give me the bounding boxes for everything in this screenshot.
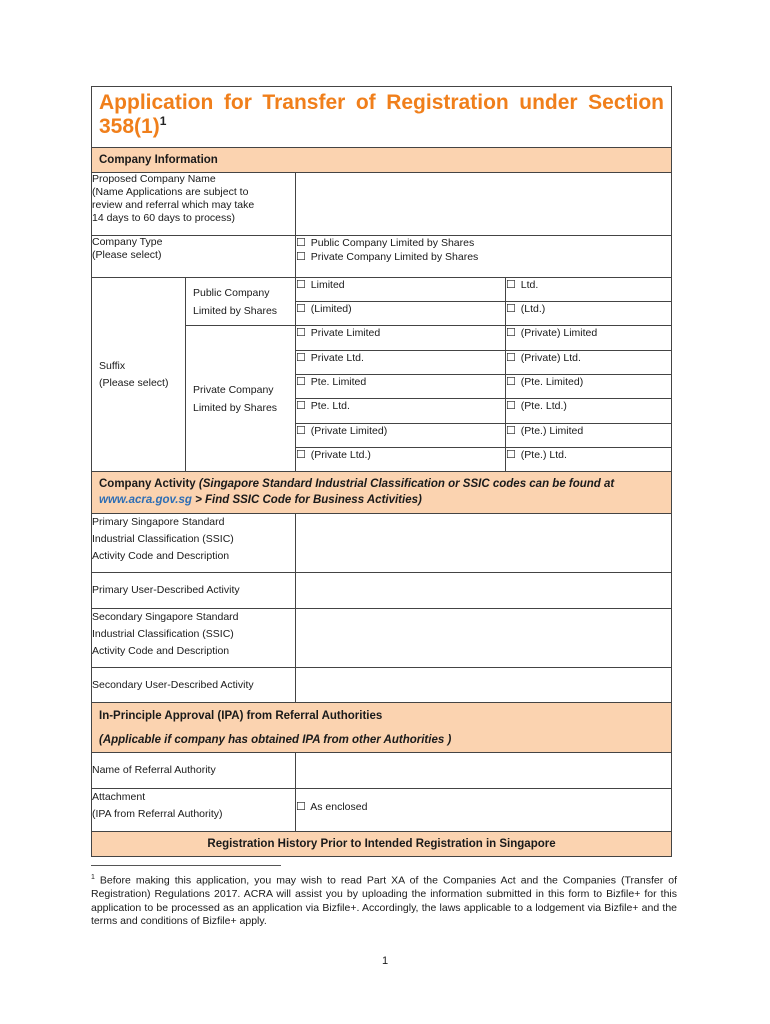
- checkbox-icon: ☐: [296, 237, 306, 249]
- checkbox-icon: ☐: [296, 400, 306, 412]
- checkbox-icon: ☐: [506, 400, 516, 412]
- suffix-option[interactable]: ☐ (Pte.) Limited: [506, 424, 672, 448]
- private-company-label: Private Company Limited by Shares: [186, 326, 296, 472]
- suffix-option[interactable]: ☐ Pte. Limited: [296, 375, 506, 399]
- checkbox-icon: ☐: [506, 449, 516, 461]
- suffix-option[interactable]: ☐ (Limited): [296, 302, 506, 326]
- suffix-option[interactable]: ☐ Limited: [296, 278, 506, 302]
- proposed-name-field[interactable]: [296, 173, 672, 236]
- checkbox-icon: ☐: [296, 376, 306, 388]
- ipa-header: In-Principle Approval (IPA) from Referral Authorities (Applicable if company has obtained IPA from other Authorities ): [92, 703, 672, 753]
- title-footnote-ref: 1: [159, 114, 167, 128]
- checkbox-icon: ☐: [296, 425, 306, 437]
- secondary-user-activity-label: Secondary User-Described Activity: [92, 668, 296, 703]
- checkbox-icon: ☐: [296, 251, 306, 263]
- company-type-option-private[interactable]: ☐ Private Company Limited by Shares: [296, 251, 479, 263]
- company-info-header: Company Information: [92, 148, 672, 173]
- title-cell: [92, 87, 672, 148]
- referral-authority-label: Name of Referral Authority: [92, 753, 296, 789]
- suffix-option[interactable]: ☐ (Private) Ltd.: [506, 351, 672, 375]
- footnote-divider: [91, 865, 281, 866]
- suffix-label: Suffix (Please select): [92, 278, 186, 472]
- checkbox-icon: ☐: [506, 279, 516, 291]
- suffix-option[interactable]: ☐ (Private) Limited: [506, 326, 672, 351]
- suffix-option[interactable]: ☐ (Ltd.): [506, 302, 672, 326]
- suffix-option[interactable]: ☐ (Pte. Limited): [506, 375, 672, 399]
- checkbox-icon: ☐: [296, 279, 306, 291]
- suffix-option[interactable]: ☐ (Pte.) Ltd.: [506, 448, 672, 472]
- suffix-option[interactable]: ☐ (Private Limited): [296, 424, 506, 448]
- suffix-option[interactable]: ☐ Private Ltd.: [296, 351, 506, 375]
- checkbox-icon: ☐: [296, 327, 306, 339]
- application-form: [91, 86, 672, 857]
- public-company-label: Public Company Limited by Shares: [186, 278, 296, 326]
- registration-history-header: Registration History Prior to Intended Registration in Singapore: [92, 832, 672, 857]
- company-activity-header: Company Activity (Singapore Standard Industrial Classification or SSIC codes can be found at www.acra.gov.sg > Find SSIC Code for Business Activities): [92, 472, 672, 514]
- checkbox-icon: ☐: [506, 352, 516, 364]
- secondary-ssic-field[interactable]: [296, 609, 672, 668]
- attachment-label: Attachment (IPA from Referral Authority): [92, 789, 296, 832]
- checkbox-icon: ☐: [296, 352, 306, 364]
- checkbox-icon: ☐: [506, 376, 516, 388]
- checkbox-icon: ☐: [506, 425, 516, 437]
- referral-authority-field[interactable]: [296, 753, 672, 789]
- page-number: 1: [381, 955, 389, 967]
- checkbox-icon: ☐: [296, 801, 306, 813]
- suffix-option[interactable]: ☐ (Private Ltd.): [296, 448, 506, 472]
- acra-link[interactable]: www.acra.gov.sg: [99, 494, 192, 506]
- company-type-label: Company Type (Please select): [92, 236, 296, 278]
- primary-ssic-field[interactable]: [296, 514, 672, 573]
- secondary-user-activity-field[interactable]: [296, 668, 672, 703]
- suffix-option[interactable]: ☐ (Pte. Ltd.): [506, 399, 672, 424]
- primary-ssic-label: Primary Singapore Standard Industrial Classification (SSIC) Activity Code and Description: [92, 514, 296, 573]
- secondary-ssic-label: Secondary Singapore Standard Industrial Classification (SSIC) Activity Code and Description: [92, 609, 296, 668]
- suffix-option[interactable]: ☐ Pte. Ltd.: [296, 399, 506, 424]
- proposed-name-label: Proposed Company Name (Name Applications are subject to review and referral which may take 14 days to 60 days to process): [92, 173, 296, 236]
- company-type-option-public[interactable]: ☐ Public Company Limited by Shares: [296, 237, 475, 249]
- suffix-option[interactable]: ☐ Private Limited: [296, 326, 506, 351]
- primary-user-activity-label: Primary User-Described Activity: [92, 573, 296, 609]
- checkbox-icon: ☐: [506, 303, 516, 315]
- primary-user-activity-field[interactable]: [296, 573, 672, 609]
- checkbox-icon: ☐: [506, 327, 516, 339]
- attachment-option-enclosed[interactable]: ☐ As enclosed: [296, 801, 368, 813]
- checkbox-icon: ☐: [296, 303, 306, 315]
- suffix-option[interactable]: ☐ Ltd.: [506, 278, 672, 302]
- form-title: Application for Transfer of Registration under Section $358(1)^1$: [99, 91, 665, 138]
- checkbox-icon: ☐: [296, 449, 306, 461]
- footnote: $^1$ Before making this application, you may wish to read Part XA of the Companies Act and the Companies (Transfer of Registration) Regulations 2017. ACRA will assist you by uploading the information submitted in this form to Bizfile+ for this application to be processed as an application via Bizfile+. Accordingly, the laws applicable to a lodgement via Bizfile+ and the terms and conditions of Bizfile+ apply.: [91, 874, 677, 927]
